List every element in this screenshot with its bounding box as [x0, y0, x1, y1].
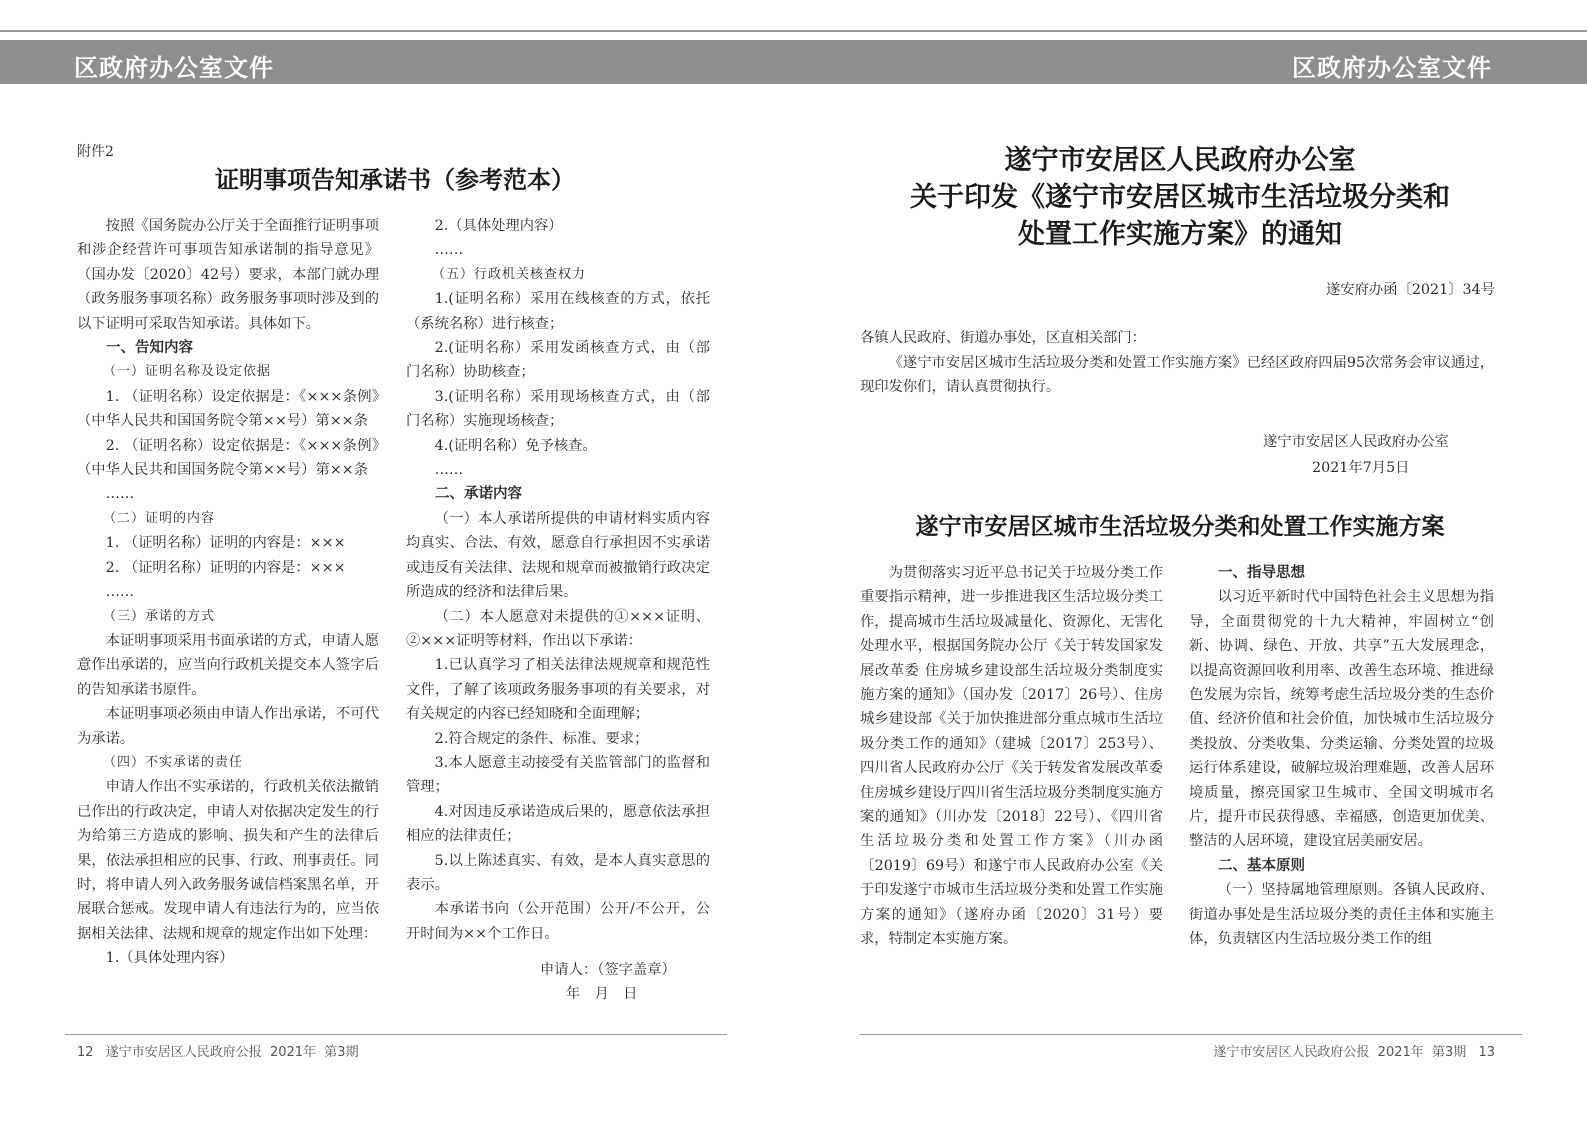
subsection-heading: （四）不实承诺的责任: [103, 754, 244, 770]
recipients: 各镇人民政府、街道办事处，区直相关部门：: [860, 330, 1146, 346]
ellipsis: ……: [434, 462, 464, 479]
page-number: 13: [1478, 1045, 1495, 1060]
paragraph: 本证明事项必须由申请人作出承诺，不可代为承诺。: [77, 706, 379, 747]
paragraph: 1. （证明名称）设定依据是：《×××条例》（中华人民共和国国务院令第××号）第××条: [77, 388, 379, 430]
paragraph: 按照《国务院办公厅关于全面推行证明事项和涉企经营许可事项告知承诺制的指导意见》（国办发〔2020〕42号）要求，本部门就办理（政务服务事项名称）政务服务事项时涉及到的以下证明可采取告知承诺。具体如下。: [77, 218, 379, 332]
section-heading: 二、基本原则: [1218, 857, 1305, 874]
ellipsis: ……: [105, 584, 135, 601]
document-number: 遂安府办函〔2021〕34号: [1326, 282, 1495, 298]
left-column-1: [77, 214, 379, 971]
right-column-1: [860, 561, 1163, 952]
date-line: 年 月 日: [566, 986, 638, 1002]
commitment-title: 证明事项告知承诺书（参考范本）: [215, 166, 575, 194]
paragraph: 2.符合规定的条件、标准、要求；: [434, 730, 649, 747]
subsection-heading: （三）承诺的方式: [103, 608, 216, 624]
notice-title-line: 处置工作实施方案》的通知: [1018, 219, 1342, 250]
right-header-title: 区政府办公室文件: [1292, 54, 1492, 82]
subsection-heading: （五）行政机关核查权力: [432, 266, 587, 282]
left-footer-rule: [65, 1034, 727, 1035]
left-header-title: 区政府办公室文件: [74, 54, 274, 82]
paragraph: 本证明事项采用书面承诺的方式，申请人愿意作出承诺的，应当向行政机关提交本人签字后的告知承诺书原件。: [77, 632, 379, 698]
paragraph: 为贯彻落实习近平总书记关于垃圾分类工作重要指示精神，进一步推进我区生活垃圾分类工作，提高城市生活垃圾减量化、资源化、无害化处理水平，根据国务院办公厅《关于转发国家发展改革委 住房城乡建设部生活垃圾分类制度实施方案的通知》（国办发〔2017〕26号）、住房城乡建设部《关于加快推进部分重点城市生活垃圾分类工作的通知》（建城〔2017〕253号）、四川省人民政府办公厅《关于转发省发展改革委 住房城乡建设厅四川省生活垃圾分类制度实施方案的通知》（川办发〔2018〕22号）、《四川省生活垃圾分类和处置工作方案》（川办函〔2019〕69号）和遂宁市人民政府办公室《关于印发遂宁市城市生活垃圾分类和处置工作实施方案的通知》（遂府办函〔2020〕31号）要求，特制定本实施方案。: [860, 565, 1163, 948]
paragraph: （一）本人承诺所提供的申请材料实质内容均真实、合法、有效，愿意自行承担因不实承诺或违反有关法律、法规和规章而被撤销行政决定所造成的经济和法律后果。: [406, 510, 710, 601]
paragraph: 5.以上陈述真实、有效，是本人真实意思的表示。: [406, 852, 710, 893]
top-rule: [0, 30, 1587, 32]
subsection-heading: （一）证明名称及设定依据: [103, 364, 272, 380]
paragraph: 1.已认真学习了相关法律法规规章和规范性文件，了解了该项政务服务事项的有关要求，对有关规定的内容已经知晓和全面理解；: [406, 657, 710, 723]
ellipsis: ……: [105, 486, 135, 503]
paragraph: （二）本人愿意对未提供的①×××证明、②×××证明等材料，作出以下承诺：: [406, 608, 710, 649]
paragraph: （一）坚持属地管理原则。各镇人民政府、街道办事处是生活垃圾分类的责任主体和实施主体，负责辖区内生活垃圾分类工作的组: [1189, 882, 1494, 948]
left-footer: [77, 1041, 359, 1060]
paragraph: 以习近平新时代中国特色社会主义思想为指导，全面贯彻党的十九大精神，牢固树立“创新、协调、绿色、开放、共享”五大发展理念，以提高资源回收利用率、改善生态环境、推进绿色发展为宗旨，统筹考虑生活垃圾分类的生态价值、经济价值和社会价值，加快城市生活垃圾分类投放、分类收集、分类运输、分类处置的垃圾运行体系建设，破解垃圾治理难题，改善人居环境质量，擦亮国家卫生城市、全国文明城市名片，提升市民获得感、幸福感，创造更加优美、整洁的人居环境，建设宜居美丽安居。: [1189, 589, 1494, 850]
ellipsis: ……: [434, 242, 464, 259]
right-column-2: [1189, 561, 1494, 952]
publication-info: 遂宁市安居区人民政府公报 2021年 第3期: [105, 1045, 359, 1060]
issue-date: 2021年7月5日: [1312, 460, 1410, 476]
publication-info: 遂宁市安居区人民政府公报 2021年 第3期: [1213, 1045, 1467, 1060]
right-footer: [1213, 1041, 1495, 1060]
subsection-heading: （二）证明的内容: [103, 510, 216, 526]
right-footer-rule: [860, 1034, 1522, 1035]
paragraph: 2. （证明名称）设定依据是：《×××条例》（中华人民共和国国务院令第××号）第××条: [77, 437, 379, 479]
section-heading: 一、告知内容: [106, 340, 193, 357]
paragraph: 本承诺书向（公开范围）公开/不公开，公开时间为××个工作日。: [406, 901, 710, 942]
section-heading: 一、指导思想: [1218, 565, 1305, 581]
paragraph: 申请人作出不实承诺的，行政机关依法撤销已作出的行政决定，申请人对依据决定发生的行为给第三方造成的影响、损失和产生的法律后果，依法承担相应的民事、行政、刑事责任。同时，将申请人列入政务服务诚信档案黑名单，开展联合惩戒。发现申请人有违法行为的，应当依据相关法律、法规和规章的规定作出如下处理：: [77, 779, 379, 942]
paragraph: 4.(证明名称）免予核查。: [434, 437, 597, 454]
notice-body: [860, 351, 1494, 400]
left-column-2: [406, 214, 710, 946]
paragraph: 1.（具体处理内容）: [105, 950, 234, 967]
attachment-label: 附件2: [77, 144, 114, 160]
plan-title: 遂宁市安居区城市生活垃圾分类和处置工作实施方案: [915, 514, 1445, 540]
paragraph: 3.本人愿意主动接受有关监管部门的监督和管理；: [406, 754, 710, 796]
page-number: 12: [77, 1045, 94, 1060]
section-heading: 二、承诺内容: [435, 486, 522, 503]
paragraph: 4.对因违反承诺造成后果的，愿意依法承担相应的法律责任；: [406, 803, 710, 845]
paragraph: 1.(证明名称）采用在线核查的方式，依托（系统名称）进行核查；: [406, 291, 710, 332]
paragraph: 2.(证明名称）采用发函核查方式，由（部门名称）协助核查；: [406, 340, 710, 381]
paragraph: 2.（具体处理内容）: [434, 218, 563, 234]
issuer: 遂宁市安居区人民政府办公室: [1263, 434, 1449, 450]
notice-title-line: 遂宁市安居区人民政府办公室: [1004, 145, 1356, 176]
header-band: [0, 40, 1587, 84]
paragraph: 2. （证明名称）证明的内容是：×××: [105, 559, 346, 576]
paragraph: 3.(证明名称）采用现场核查方式，由（部门名称）实施现场核查；: [406, 388, 710, 430]
notice-title: [850, 142, 1510, 253]
signature-line: 申请人：（签字盖章）: [540, 962, 676, 978]
paragraph: 1. （证明名称）证明的内容是：×××: [105, 535, 346, 552]
notice-title-line: 关于印发《遂宁市安居区城市生活垃圾分类和: [910, 182, 1450, 213]
paragraph: 《遂宁市安居区城市生活垃圾分类和处置工作实施方案》已经区政府四届95次常务会审议通过，现印发你们，请认真贯彻执行。: [860, 355, 1494, 396]
